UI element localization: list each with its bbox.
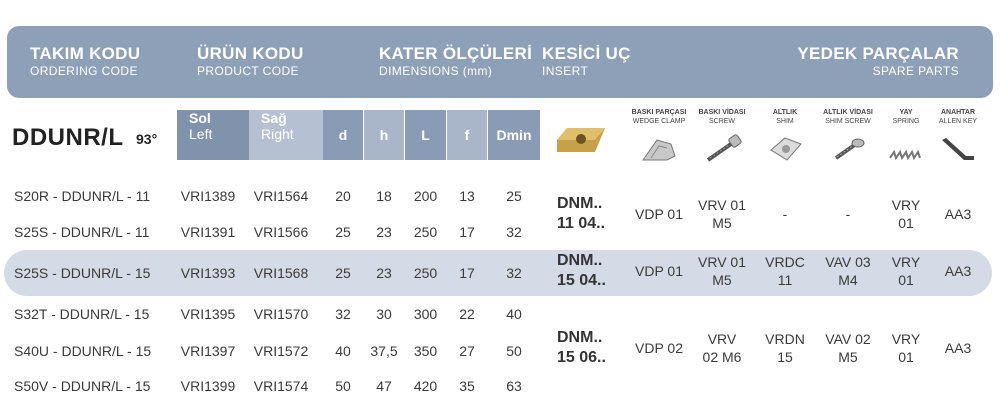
part-code-line: - xyxy=(782,206,788,222)
spare-header-en: SCREW xyxy=(708,118,736,125)
row-5-f: 35 xyxy=(459,378,475,394)
col-left-tr: Sol xyxy=(189,110,211,126)
spare-header-tr: ALTLIK xyxy=(772,109,798,116)
spare-header-screw xyxy=(690,108,754,126)
part-code-line: AA3 xyxy=(944,206,972,222)
col-h-header: h xyxy=(364,110,404,160)
row-0-L: 200 xyxy=(413,188,438,204)
header-spare-title: YEDEK PARÇALAR xyxy=(797,44,959,63)
row-5-h: 47 xyxy=(376,378,392,394)
row-3-left: VRI1395 xyxy=(180,306,236,322)
part-code-line: 01 xyxy=(898,349,914,365)
row-5-code: S50V - DDUNR/L - 15 xyxy=(14,378,151,394)
part-code-line: VAV 03 xyxy=(825,254,871,270)
row-5-d: 50 xyxy=(335,378,351,394)
spare-header-en: SHIM xyxy=(776,118,794,125)
part-code-line: VRY xyxy=(891,331,921,347)
header-ordering-sub: ORDERING CODE xyxy=(30,64,138,78)
header-ordering-code xyxy=(30,45,140,79)
part-code-line: VDP 01 xyxy=(635,206,683,222)
row-5-dmin: 63 xyxy=(506,378,522,394)
group-1-clamp xyxy=(625,262,693,280)
header-spare-parts xyxy=(797,45,959,79)
header-ordering-title: TAKIM KODU xyxy=(30,44,141,63)
insert-code-line: 11 04.. xyxy=(557,215,606,232)
part-code-line: 01 xyxy=(898,272,914,288)
row-0-d: 20 xyxy=(335,188,351,204)
insert-code xyxy=(557,328,606,368)
row-5-L: 420 xyxy=(413,378,438,394)
row-3-L: 300 xyxy=(413,306,438,322)
part-code-line: - xyxy=(845,206,851,222)
model-name: DDUNR/L xyxy=(12,124,124,151)
header-insert xyxy=(542,45,631,79)
header-product-code xyxy=(197,45,304,79)
row-4-right: VRI1572 xyxy=(253,343,309,359)
screw-icon xyxy=(700,134,744,169)
spare-header-wedge-clamp xyxy=(627,108,691,126)
group-2-key xyxy=(924,339,992,357)
row-2-f: 17 xyxy=(459,265,475,281)
part-code-line: M5 xyxy=(712,272,732,288)
row-4-L: 350 xyxy=(413,343,438,359)
spare-header-en: ALLEN KEY xyxy=(938,118,978,125)
row-2-code: S25S - DDUNR/L - 15 xyxy=(14,265,151,281)
row-0-code: S20R - DDUNR/L - 11 xyxy=(14,188,151,204)
col-left-header xyxy=(177,110,249,160)
part-code-line: M5 xyxy=(838,349,858,365)
part-code-line: AA3 xyxy=(944,263,972,279)
col-d-header: d xyxy=(323,110,363,160)
part-code-line: VRV xyxy=(707,331,737,347)
row-3-dmin: 40 xyxy=(506,306,522,322)
row-1-f: 17 xyxy=(459,224,475,240)
group-0-clamp xyxy=(625,205,693,223)
col-right-en: Right xyxy=(261,126,294,142)
spare-header-shim xyxy=(753,108,817,126)
part-code-line: AA3 xyxy=(944,340,972,356)
wedge-clamp-icon xyxy=(637,134,681,169)
header-dimensions-sub: DIMENSIONS (mm) xyxy=(379,64,493,78)
insert-code-line: 15 04.. xyxy=(557,272,606,289)
header-dimensions-title: KATER ÖLÇÜLERİ xyxy=(379,44,533,63)
spring-icon xyxy=(884,134,928,169)
row-0-f: 13 xyxy=(459,188,475,204)
spare-header-en: SPRING xyxy=(892,118,920,125)
spare-header-tr: YAY xyxy=(899,109,913,116)
group-2-screw xyxy=(688,330,756,366)
insert-code-line: DNM.. xyxy=(557,195,603,212)
part-code-line: VRDC xyxy=(765,254,805,270)
part-code-line: VRY xyxy=(891,254,921,270)
part-code-line: VDP 01 xyxy=(635,263,683,279)
row-1-dmin: 32 xyxy=(506,224,522,240)
group-2-shim xyxy=(751,330,819,366)
row-5-right: VRI1574 xyxy=(253,378,309,394)
group-0-key xyxy=(924,205,992,223)
insert-code-line: DNM.. xyxy=(557,329,603,346)
group-1-screw xyxy=(688,253,756,289)
row-4-h: 37,5 xyxy=(370,343,398,359)
row-3-d: 32 xyxy=(335,306,351,322)
model-angle: 93° xyxy=(136,131,158,147)
row-1-code: S25S - DDUNR/L - 11 xyxy=(14,224,150,240)
row-2-L: 250 xyxy=(413,265,438,281)
row-4-f: 27 xyxy=(459,343,475,359)
row-1-d: 25 xyxy=(335,224,351,240)
part-code-line: 15 xyxy=(777,349,793,365)
header-insert-title: KESİCİ UÇ xyxy=(542,44,631,63)
shim-icon xyxy=(763,134,807,169)
part-code-line: VRV 01 xyxy=(698,254,746,270)
header-dimensions xyxy=(379,45,532,79)
spare-header-en: SHIM SCREW xyxy=(825,118,871,125)
insert-image xyxy=(553,122,609,163)
col-left-en: Left xyxy=(189,126,213,142)
group-1-shim xyxy=(751,253,819,289)
row-5-left: VRI1399 xyxy=(180,378,236,394)
row-2-d: 25 xyxy=(335,265,351,281)
col-right-tr: Sağ xyxy=(261,110,287,126)
row-2-left: VRI1393 xyxy=(180,265,236,281)
group-1-key xyxy=(924,262,992,280)
diamond-insert-icon xyxy=(553,122,609,158)
row-3-code: S32T - DDUNR/L - 15 xyxy=(14,306,150,322)
part-code-line: VRV 01 xyxy=(698,197,746,213)
part-code-line: M5 xyxy=(712,215,732,231)
header-product-sub: PRODUCT CODE xyxy=(197,64,299,78)
insert-code-line: 15 06.. xyxy=(557,349,606,366)
row-3-right: VRI1570 xyxy=(253,306,309,322)
shim-screw-icon xyxy=(826,134,870,169)
row-2-h: 23 xyxy=(376,265,392,281)
row-2-dmin: 32 xyxy=(506,265,522,281)
header-spare-sub: SPARE PARTS xyxy=(872,64,959,78)
row-3-f: 22 xyxy=(459,306,475,322)
part-code-line: M4 xyxy=(838,272,858,288)
row-1-left: VRI1391 xyxy=(180,224,236,240)
spare-header-tr: BASKI PARÇASI xyxy=(631,109,687,116)
insert-code xyxy=(557,194,605,234)
row-3-h: 30 xyxy=(376,306,392,322)
part-code-line: VRDN xyxy=(765,331,805,347)
part-code-line: 02 M6 xyxy=(702,349,742,365)
group-0-shim xyxy=(751,205,819,223)
group-2-clamp xyxy=(625,339,693,357)
col-dmin-header: Dmin xyxy=(488,110,540,160)
row-0-dmin: 25 xyxy=(506,188,522,204)
header-product-title: ÜRÜN KODU xyxy=(197,44,304,63)
part-code-line: VDP 02 xyxy=(635,340,683,356)
part-code-line: VAV 02 xyxy=(825,331,871,347)
row-4-left: VRI1397 xyxy=(180,343,236,359)
insert-code-line: DNM.. xyxy=(557,252,603,269)
spare-header-en: WEDGE CLAMP xyxy=(632,118,686,125)
row-0-right: VRI1564 xyxy=(253,188,309,204)
row-1-h: 23 xyxy=(376,224,392,240)
part-code-line: 01 xyxy=(898,215,914,231)
row-0-h: 18 xyxy=(376,188,392,204)
row-4-d: 40 xyxy=(335,343,351,359)
part-code-line: 11 xyxy=(777,272,793,288)
table-header-bar xyxy=(7,26,993,98)
header-insert-sub: INSERT xyxy=(542,64,589,78)
spare-header-tr: ALTLIK VİDASI xyxy=(823,109,873,116)
spare-header-tr: BASKI VİDASI xyxy=(698,109,746,116)
row-4-code: S40U - DDUNR/L - 15 xyxy=(14,343,152,359)
col-f-header: f xyxy=(447,110,487,160)
row-1-right: VRI1566 xyxy=(253,224,309,240)
allen-key-icon xyxy=(936,134,980,169)
group-0-screw xyxy=(688,196,756,232)
col-right-header xyxy=(249,110,323,160)
part-code-line: VRY xyxy=(891,197,921,213)
insert-code xyxy=(557,251,606,291)
spare-header-tr: ANAHTAR xyxy=(940,109,976,116)
row-1-L: 250 xyxy=(413,224,438,240)
row-4-dmin: 50 xyxy=(506,343,522,359)
row-0-left: VRI1389 xyxy=(180,188,236,204)
row-2-right: VRI1568 xyxy=(253,265,309,281)
col-L-header: L xyxy=(405,110,446,160)
spare-header-shim-screw xyxy=(816,108,880,126)
spare-header-allen-key xyxy=(926,108,990,126)
